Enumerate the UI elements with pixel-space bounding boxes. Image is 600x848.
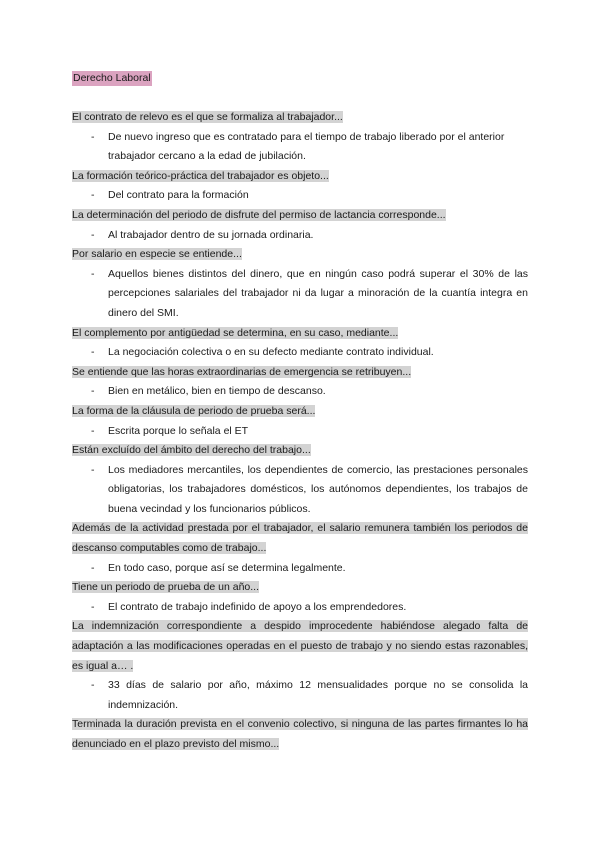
question: Se entiende que las horas extraordinarias de emergencia se retribuyen... <box>72 365 412 378</box>
question: Terminada la duración prevista en el convenio colectivo, si ninguna de las partes firmantes lo ha denunciado en el plazo previsto del mismo... <box>72 718 528 750</box>
question: El complemento por antigüedad se determina, en su caso, mediante... <box>72 326 399 339</box>
answer: - Escrita porque lo señala el ET <box>91 424 249 437</box>
question: La determinación del periodo de disfrute del permiso de lactancia corresponde... <box>72 208 446 221</box>
answer: - El contrato de trabajo indefinido de apoyo a los emprendedores. <box>91 600 407 613</box>
answer: - Al trabajador dentro de su jornada ordinaria. <box>91 228 314 241</box>
answer: - Del contrato para la formación <box>91 189 249 202</box>
answer: - Bien en metálico, bien en tiempo de descanso. <box>91 385 326 398</box>
answer: - Los mediadores mercantiles, los dependientes de comercio, las prestaciones personales obligatorias, los trabajadores domésticos, los autónomos dependientes, los trabajos de buena vecindad y los funcionarios públicos. <box>91 463 528 515</box>
question: El contrato de relevo es el que se formaliza al trabajador... <box>72 111 343 123</box>
question: La indemnización correspondiente a despido improcedente habiéndose alegado falta de adaptación a las modificaciones operadas en el puesto de trabajo y no siendo estas razonables, es igual a… . <box>72 620 528 672</box>
answer: - Aquellos bienes distintos del dinero, que en ningún caso podrá superar el 30% de las percepciones salariales del trabajador ni da lugar a minoración de la cuantía integra en dinero del SMI. <box>91 267 528 319</box>
question: La formación teórico-práctica del trabajador es objeto... <box>72 169 329 182</box>
answer: - En todo caso, porque así se determina legalmente. <box>91 561 346 574</box>
question: La forma de la cláusula de periodo de prueba será... <box>72 404 316 417</box>
qa-list <box>72 108 528 755</box>
answer: - De nuevo ingreso que es contratado para el tiempo de trabajo liberado por el anterior trabajador cercano a la edad de jubilación. <box>91 130 505 163</box>
question: Tiene un periodo de prueba de un año... <box>72 581 260 594</box>
question: Por salario en especie se entiende... <box>72 248 242 261</box>
document-title: Derecho Laboral <box>73 72 151 84</box>
question: Además de la actividad prestada por el trabajador, el salario remunera también los periodos de descanso computables como de trabajo... <box>72 522 528 555</box>
question: Están excluído del ámbito del derecho del trabajo... <box>72 444 311 457</box>
answer: - 33 días de salario por año, máximo 12 mensualidades porque no se consolida la indemnización. <box>91 679 528 711</box>
answer: - La negociación colectiva o en su defecto mediante contrato individual. <box>91 346 434 359</box>
